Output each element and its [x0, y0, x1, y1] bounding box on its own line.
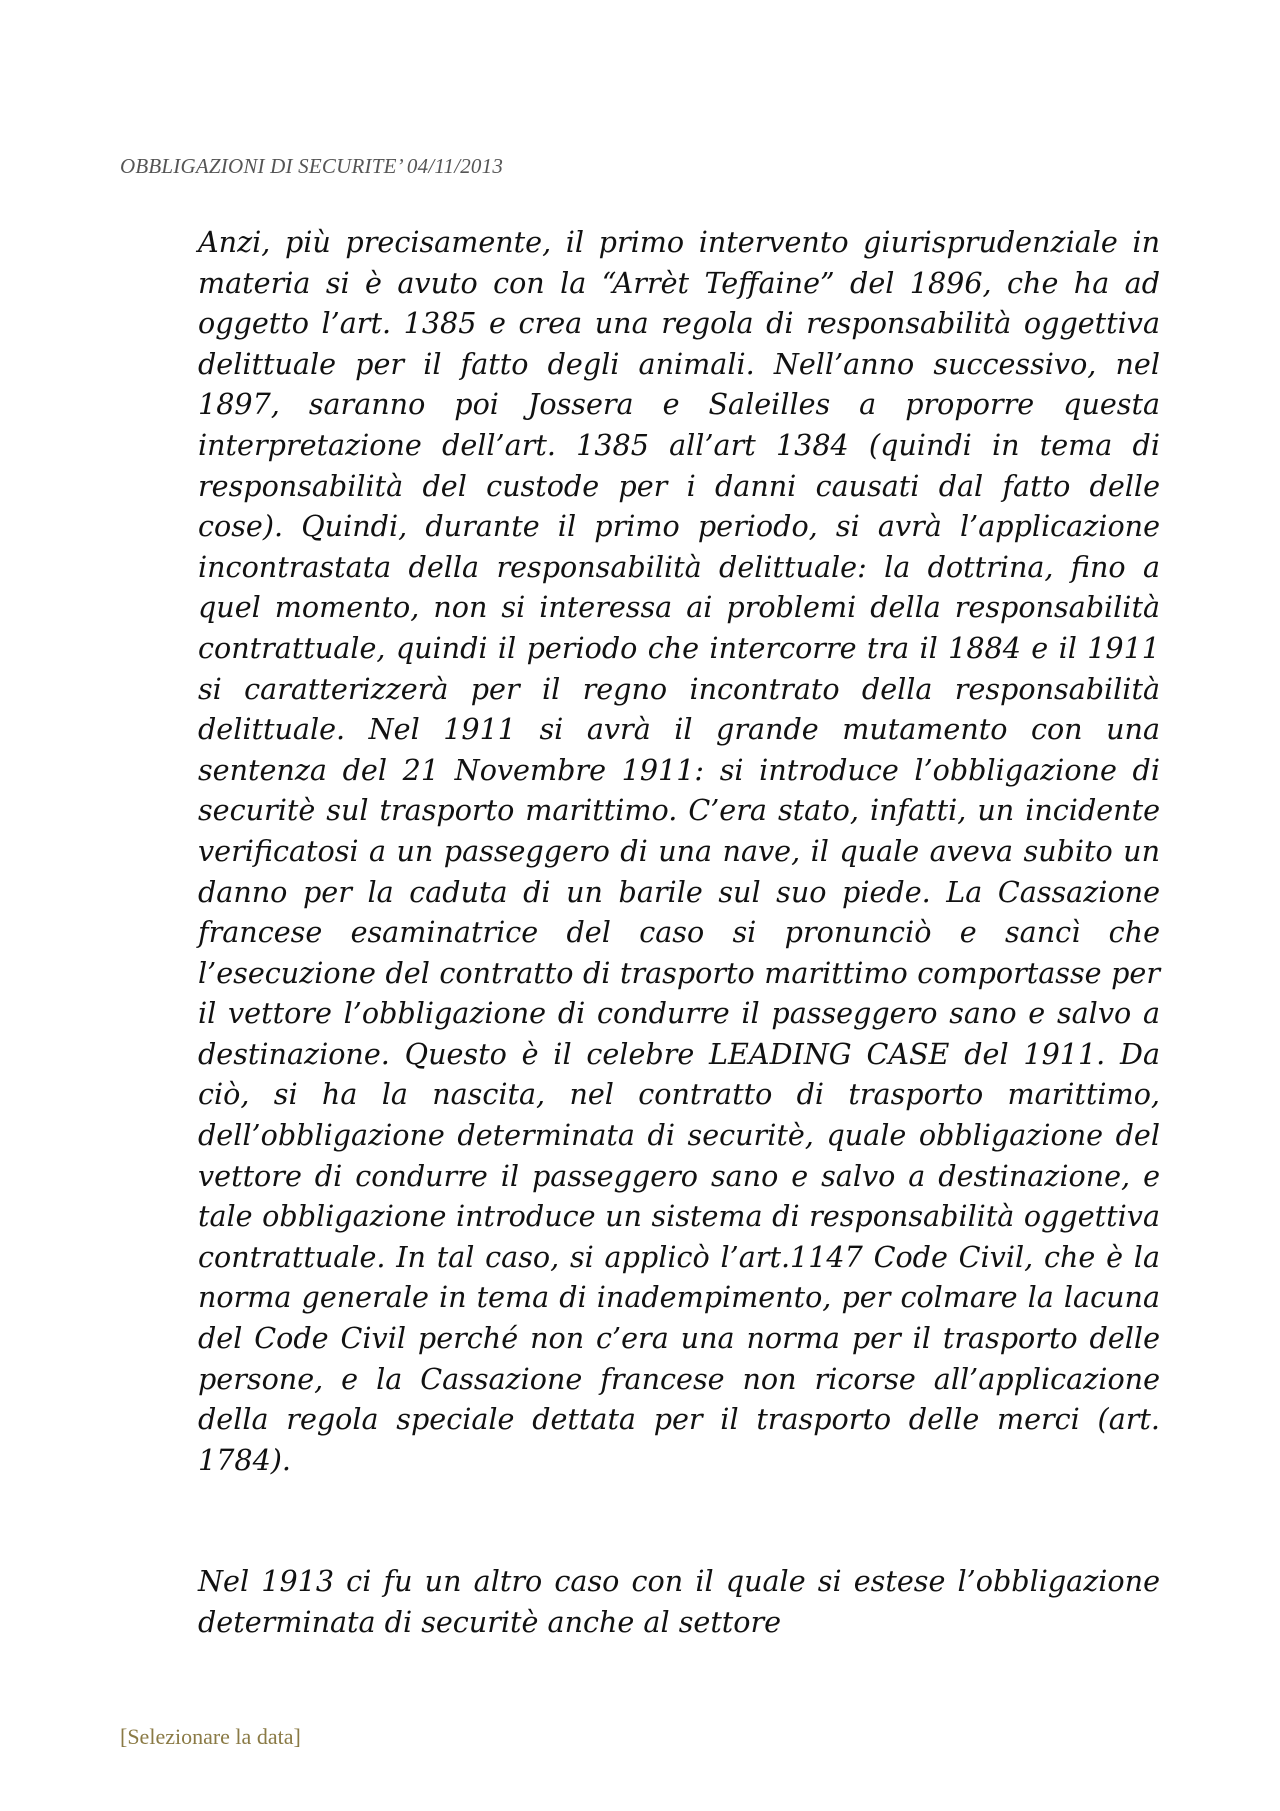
document-body [198, 222, 1160, 1643]
paragraph-arret-teffaine: Anzi, più precisamente, il primo intervento giurisprudenziale in materia si è avuto con la “Arrèt Teffaine” del 1896, che ha ad oggetto l’art. 1385 e crea una regola di responsabilità oggettiva delittuale per il fatto degli animali. Nell’anno successivo, nel 1897, saranno poi Jossera e Saleilles a proporre questa interpretazione dell’art. 1385 all’art 1384 (quindi in tema di responsabilità del custode per i danni causati dal fatto delle cose). Quindi, durante il primo periodo, si avrà l’applicazione incontrastata della responsabilità delittuale: la dottrina, fino a quel momento, non si interessa ai problemi della responsabilità contrattuale, quindi il periodo che intercorre tra il 1884 e il 1911 si caratterizzerà per il regno incontrato della responsabilità delittuale. Nel 1911 si avrà il grande mutamento con una sentenza del 21 Novembre 1911: si introduce l’obbligazione di securitè sul trasporto marittimo. C’era stato, infatti, un incidente verificatosi a un passeggero di una nave, il quale aveva subito un danno per la caduta di un barile sul suo piede. La Cassazione francese esaminatrice del caso si pronunciò e sancì che l’esecuzione del contratto di trasporto marittimo comportasse per il vettore l’obbligazione di condurre il passeggero sano e salvo a destinazione. Questo è il celebre LEADING CASE del 1911. Da ciò, si ha la nascita, nel contratto di trasporto marittimo, dell’obbligazione determinata di securitè, quale obbligazione del vettore di condurre il passeggero sano e salvo a destinazione, e tale obbligazione introduce un sistema di responsabilità oggettiva contrattuale. In tal caso, si applicò l’art.1147 Code Civil, che è la norma generale in tema di inadempimento, per colmare la lacuna del Code Civil perché non c’era una norma per il trasporto delle persone, e la Cassazione francese non ricorse all’applicazione della regola speciale dettata per il trasporto delle merci (art. 1784). [198, 225, 1160, 1477]
paragraph-1913-case: Nel 1913 ci fu un altro caso con il quale si estese l’obbligazione determinata di securitè anche al settore [198, 1564, 1160, 1639]
running-header: OBBLIGAZIONI DI SECURITE’ 04/11/2013 [120, 154, 504, 178]
date-placeholder-field[interactable]: [Selezionare la data] [120, 1724, 301, 1749]
